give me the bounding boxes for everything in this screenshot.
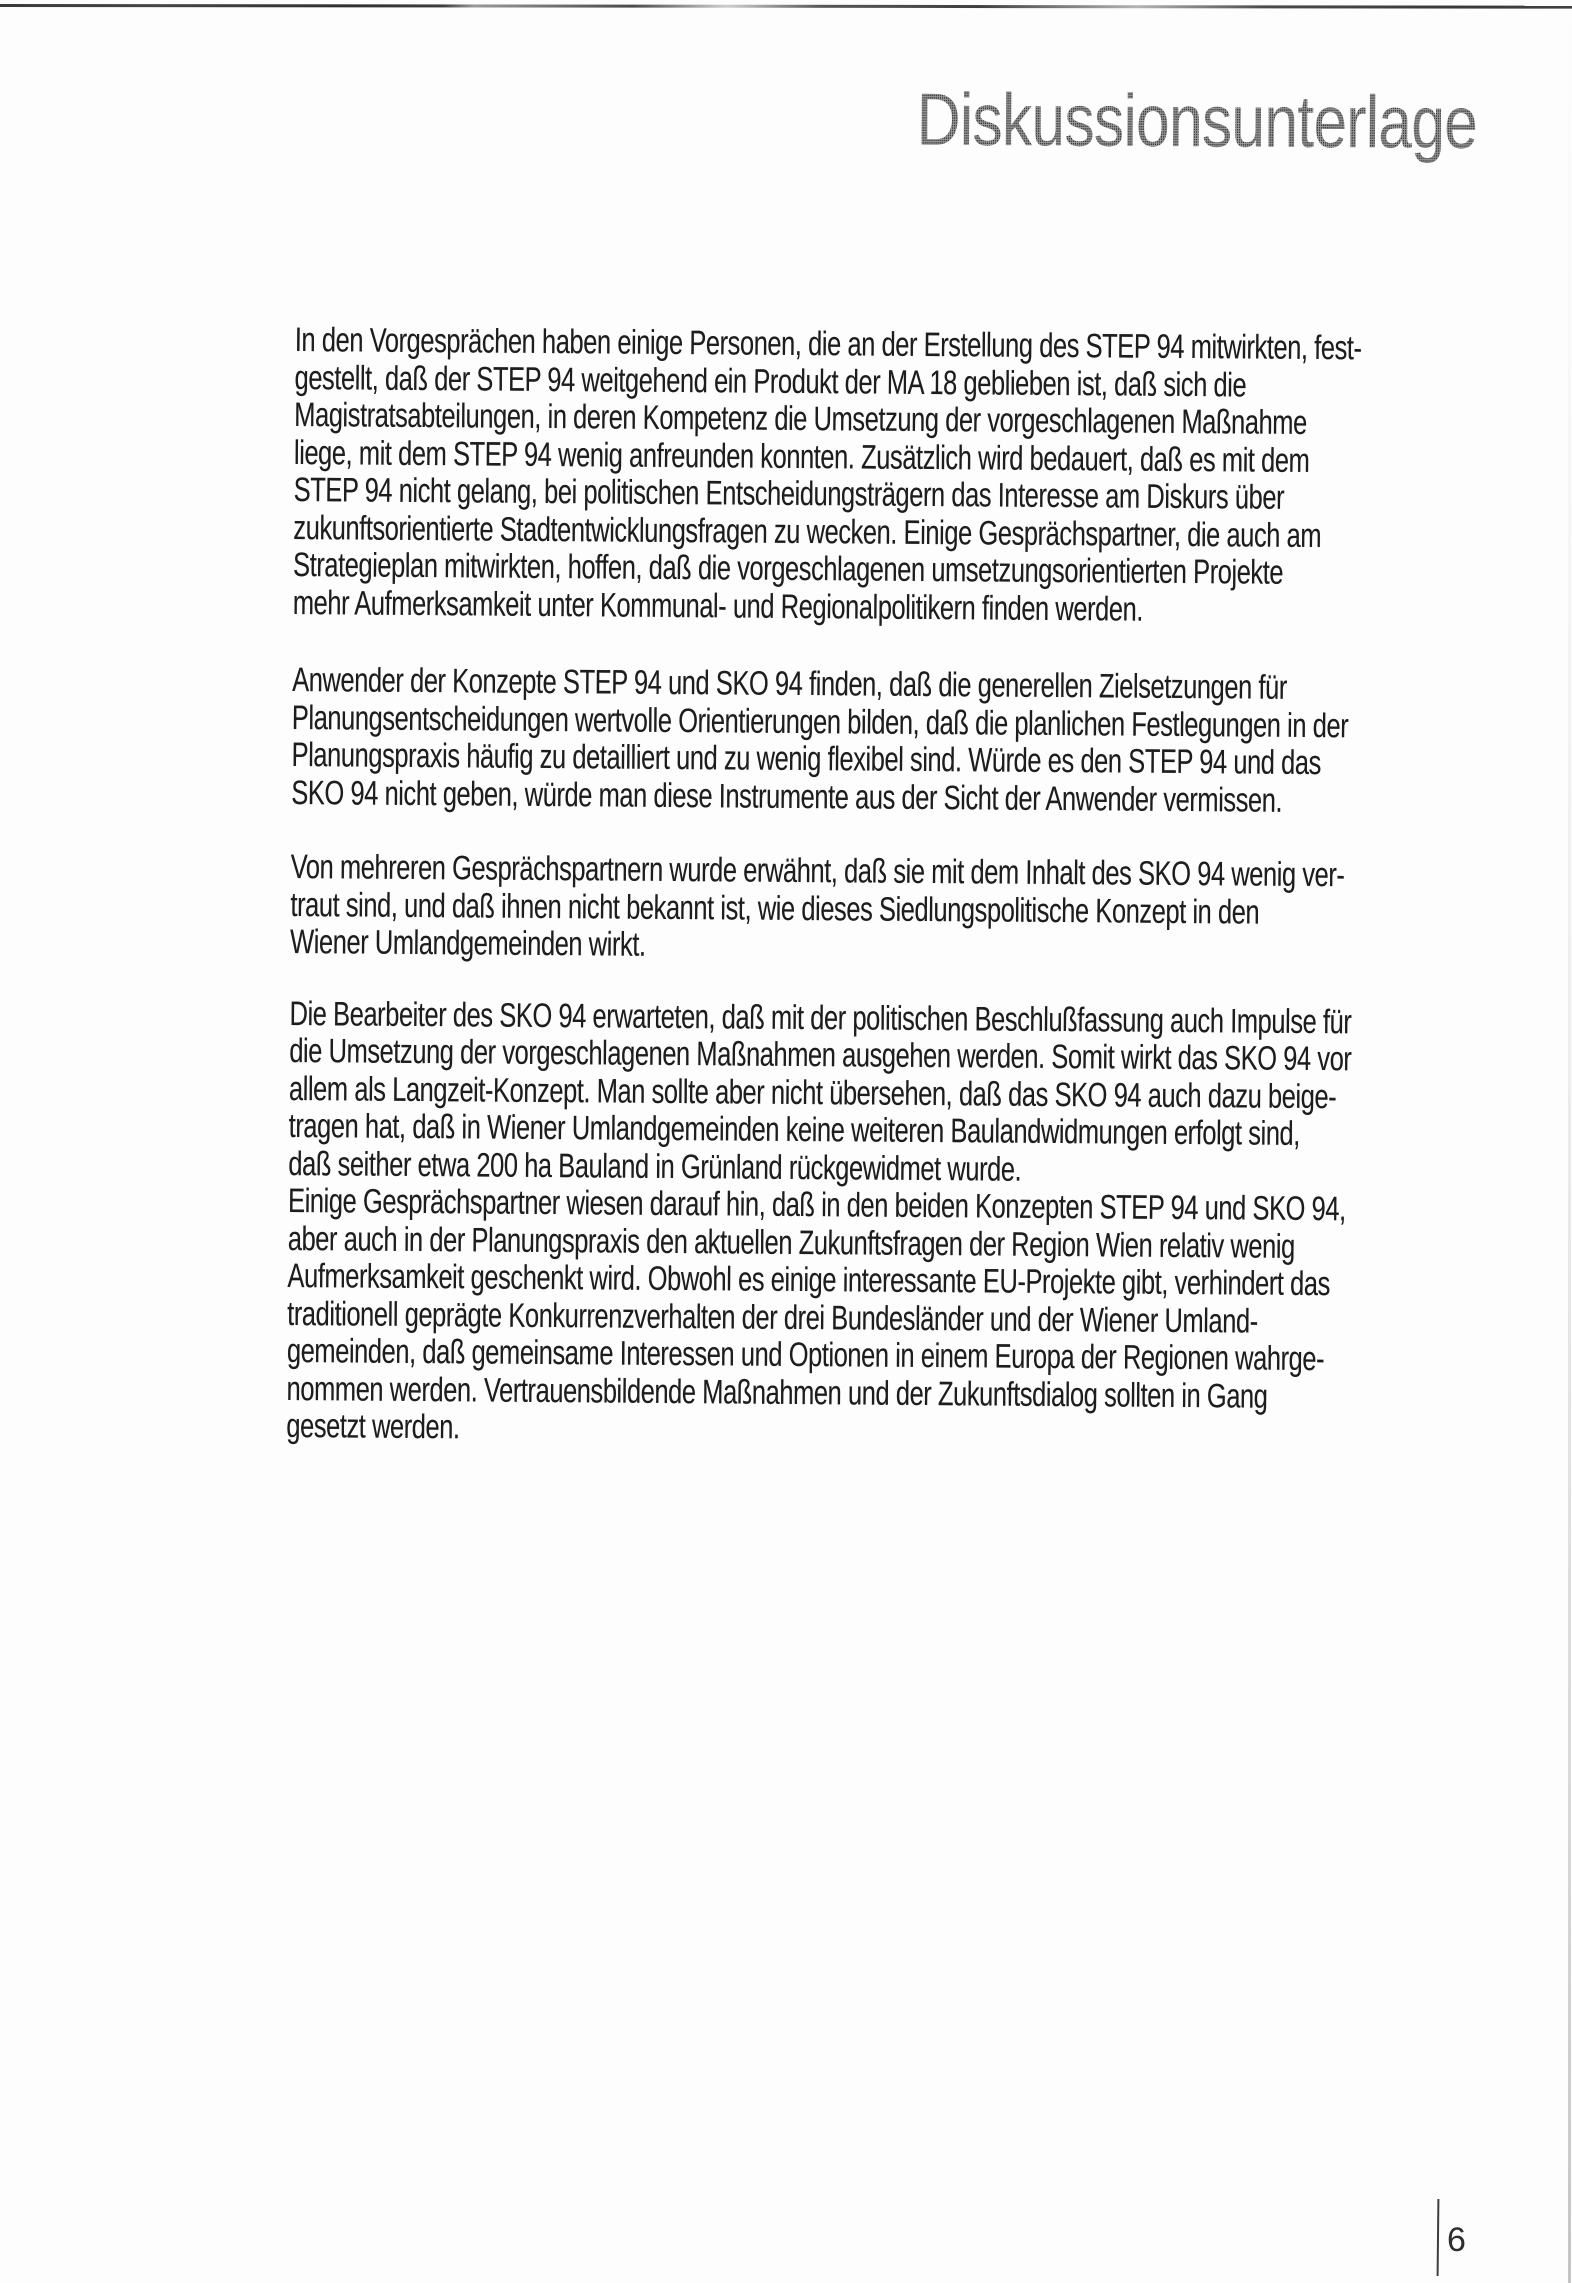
paragraph-1 — [293, 322, 1480, 631]
paragraph-5 — [286, 1183, 1473, 1455]
text-line: nommen werden. Vertrauensbildende Maßnahmen und der Zukunftsdialog sollten in Gang — [286, 1369, 1268, 1416]
body-text — [286, 322, 1480, 1455]
text-line: aber auch in der Planungspraxis den aktuellen Zukunftsfragen der Region Wien relativ wenig — [287, 1219, 1295, 1266]
text-line: tragen hat, daß in Wiener Umlandgemeinden keine weiteren Baulandwidmungen erfolgt sind, — [288, 1106, 1301, 1153]
text-line: Magistratsabteilungen, in deren Kompetenz die Umsetzung der vorgeschlagenen Maßnahme — [294, 395, 1307, 442]
text-line: zukunftsorientierte Stadtentwicklungsfragen zu wecken. Einige Gesprächspartner, die auch am — [293, 508, 1322, 555]
page-number-rule — [1437, 2199, 1440, 2276]
text-line: Aufmerksamkeit geschenkt wird. Obwohl es einige interessante EU-Projekte gibt, verhindert das — [287, 1256, 1331, 1304]
text-line: Einige Gesprächspartner wiesen darauf hin, daß in den beiden Konzepten STEP 94 und SKO 94, — [287, 1181, 1346, 1229]
text-line: Die Bearbeiter des SKO 94 erwarteten, daß mit der politischen Beschlußfassung auch Impulse für — [289, 994, 1352, 1041]
text-line: allem als Langzeit-Konzept. Man sollte aber nicht übersehen, daß das SKO 94 auch dazu beige- — [288, 1069, 1337, 1116]
text-line: Planungspraxis häufig zu detailliert und zu wenig flexibel sind. Würde es den STEP 94 und das — [291, 735, 1322, 783]
page-edge-shadow-right — [1568, 0, 1571, 2283]
text-line: mehr Aufmerksamkeit unter Kommunal- und Regionalpolitikern finden werden. — [292, 583, 1144, 629]
text-line: In den Vorgesprächen haben einige Personen, die an der Erstellung des STEP 94 mitwirkten, fest- — [294, 321, 1362, 368]
text-line: traditionell geprägte Konkurrenzverhalten der drei Bundesländer und der Wiener Umland- — [287, 1294, 1258, 1341]
text-line: Planungsentscheidungen wertvolle Orientierungen bilden, daß die planlichen Festlegungen in der — [291, 698, 1349, 745]
text-line: traut sind, und daß ihnen nicht bekannt ist, wie dieses Siedlungspolitische Konzept in den — [290, 885, 1260, 932]
text-line: STEP 94 nicht gelang, bei politischen Entscheidungsträgern das Interesse am Diskurs über — [293, 470, 1285, 517]
paragraph-4 — [288, 995, 1474, 1192]
text-line: Wiener Umlandgemeinden wirkt. — [289, 922, 646, 964]
text-line: daß seither etwa 200 ha Bauland in Grünland rückgewidmet wurde. — [288, 1144, 1022, 1189]
text-line: gestellt, daß der STEP 94 weitgehend ein Produkt der MA 18 geblieben ist, daß sich die — [294, 358, 1247, 404]
text-line: Strategieplan mitwirkten, hoffen, daß die vorgeschlagenen umsetzungsorientierten Projekte — [292, 545, 1284, 592]
scan-artifact-top-edge — [0, 4, 1572, 9]
text-line: SKO 94 nicht geben, würde man diese Instrumente aus der Sicht der Anwender vermissen. — [291, 773, 1283, 820]
text-line: gemeinden, daß gemeinsame Interessen und Optionen in einem Europa der Regionen wahrge- — [286, 1331, 1325, 1379]
text-line: Von mehreren Gesprächspartnern wurde erwähnt, daß sie mit dem Inhalt des SKO 94 wenig ver- — [290, 847, 1345, 895]
page-title: Diskussionsunterlage — [916, 77, 1477, 164]
page-number: 6 — [1447, 2221, 1466, 2259]
text-line: die Umsetzung der vorgeschlagenen Maßnahmen ausgehen werden. Somit wirkt das SKO 94 vor — [289, 1031, 1352, 1079]
text-line: gesetzt werden. — [286, 1406, 460, 1447]
paragraph-3 — [290, 849, 1476, 971]
paragraph-2 — [291, 662, 1477, 821]
text-line: Anwender der Konzepte STEP 94 und SKO 94 finden, daß die generellen Zielsetzungen für — [292, 660, 1288, 707]
text-line: liege, mit dem STEP 94 wenig anfreunden konnten. Zusätzlich wird bedauert, daß es mit dem — [293, 433, 1310, 480]
